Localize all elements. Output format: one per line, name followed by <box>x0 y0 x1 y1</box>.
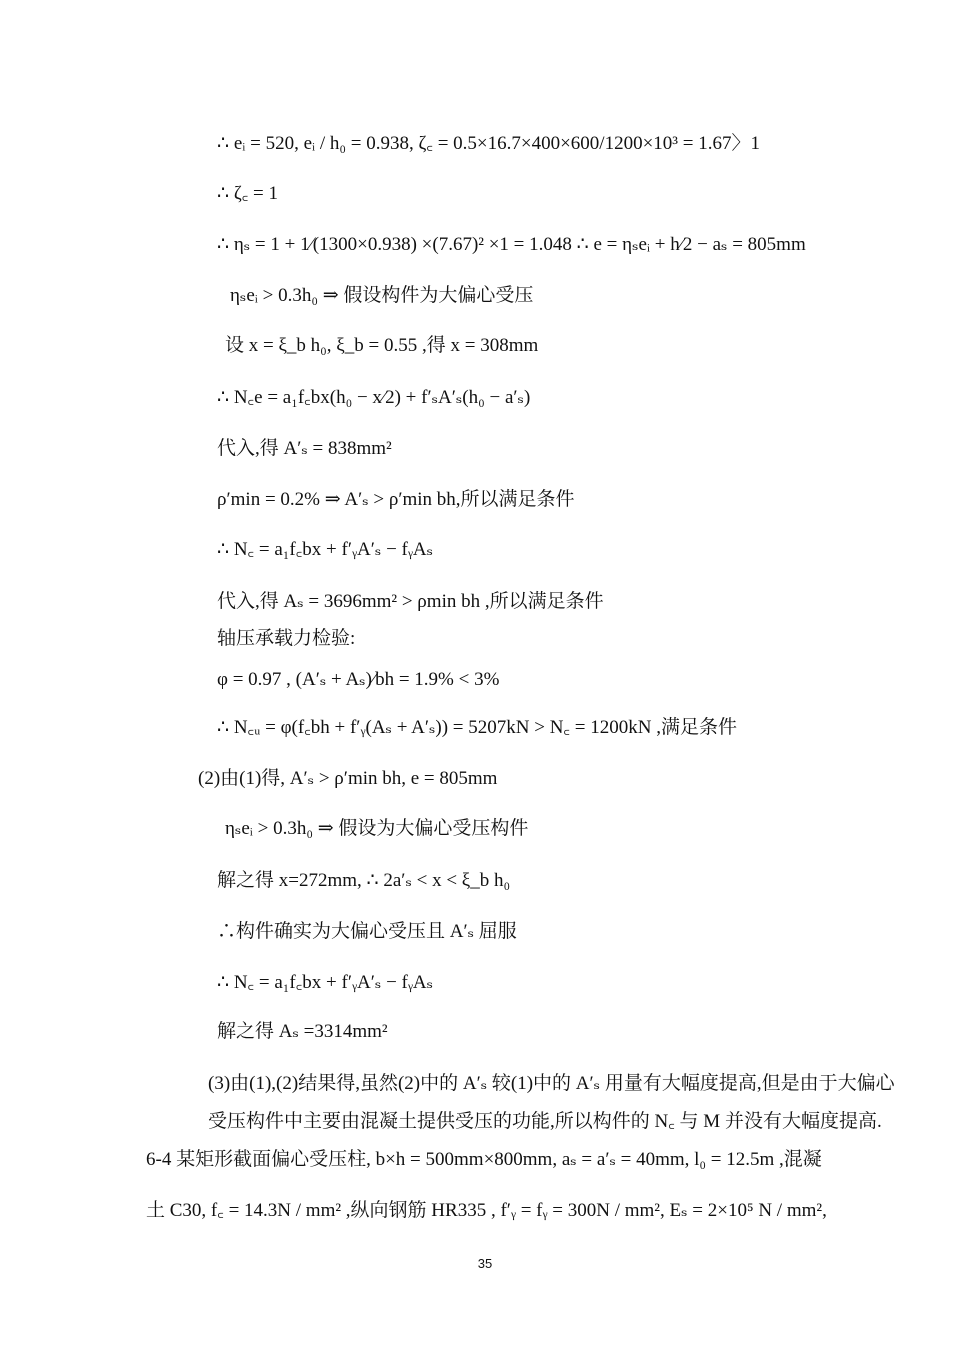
text-line: ∴ N꜀ = a₁f꜀bx + f′ᵧA′ₛ − fᵧAₛ <box>217 972 434 993</box>
text-line: 解之得 x=272mm, ∴ 2a′ₛ < x < ξ_b h₀ <box>217 870 511 891</box>
text-line: φ = 0.97 , (A′ₛ + Aₛ)⁄bh = 1.9% < 3% <box>217 669 500 690</box>
text-line: ∴ eᵢ = 520, eᵢ / h₀ = 0.938, ζ꜀ = 0.5×16.7×400×600/1200×10³ = 1.67〉1 <box>217 133 760 154</box>
text-line: (2)由(1)得, A′ₛ > ρ′min bh, e = 805mm <box>198 768 498 789</box>
text-line: ∴ N꜀ = a₁f꜀bx + f′ᵧA′ₛ − fᵧAₛ <box>217 539 434 560</box>
text-line: ηₛeᵢ > 0.3h₀ ⇒ 假设为大偏心受压构件 <box>225 818 529 839</box>
text-line: 代入,得 A′ₛ = 838mm² <box>217 438 392 459</box>
text-line: ∴构件确实为大偏心受压且 A′ₛ 屈服 <box>217 921 517 942</box>
text-line: ∴ N꜀ᵤ = φ(f꜀bh + f′ᵧ(Aₛ + A′ₛ)) = 5207kN > N꜀ = 1200kN ,满足条件 <box>217 717 737 738</box>
text-line: 代入,得 Aₛ = 3696mm² > ρmin bh ,所以满足条件 <box>217 591 604 612</box>
text-line: ∴ N꜀e = a₁f꜀bx(h₀ − x⁄2) + f′ₛA′ₛ(h₀ − a′ₛ) <box>217 387 531 408</box>
text-line: 受压构件中主要由混凝土提供受压的功能,所以构件的 N꜀ 与 M 并没有大幅度提高. <box>208 1111 882 1132</box>
text-line: ρ′min = 0.2% ⇒ A′ₛ > ρ′min bh,所以满足条件 <box>217 489 575 510</box>
text-line: ∴ ζ꜀ = 1 <box>217 183 278 204</box>
text-line: ∴ ηₛ = 1 + 1⁄(1300×0.938) ×(7.67)² ×1 = 1.048 ∴ e = ηₛeᵢ + h⁄2 − aₛ = 805mm <box>217 234 806 255</box>
text-line: 解之得 Aₛ =3314mm² <box>217 1021 388 1042</box>
text-line: 土 C30, f꜀ = 14.3N / mm² ,纵向钢筋 HR335 , f′ᵧ = fᵧ = 300N / mm², Eₛ = 2×10⁵ N / mm², <box>146 1200 827 1221</box>
text-line: 设 x = ξ_b h₀, ξ_b = 0.55 ,得 x = 308mm <box>225 335 539 356</box>
page-number: 35 <box>477 1256 493 1271</box>
text-line: ηₛeᵢ > 0.3h₀ ⇒ 假设构件为大偏心受压 <box>230 285 534 306</box>
text-line: 轴压承载力检验: <box>217 628 356 649</box>
text-line: 6-4 某矩形截面偏心受压柱, b×h = 500mm×800mm, aₛ = a′ₛ = 40mm, l₀ = 12.5m ,混凝 <box>146 1149 822 1170</box>
text-line: (3)由(1),(2)结果得,虽然(2)中的 A′ₛ 较(1)中的 A′ₛ 用量有大幅度提高,但是由于大偏心 <box>208 1073 895 1094</box>
